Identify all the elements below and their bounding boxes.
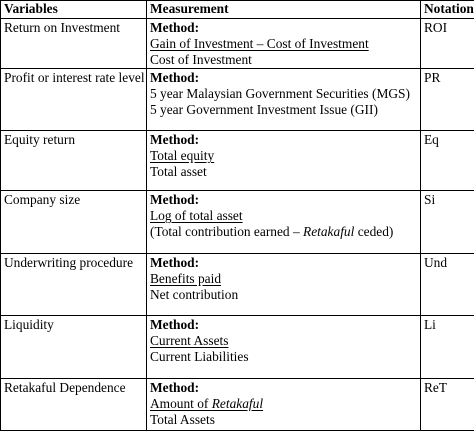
measurement-line: 5 year Malaysian Government Securities (MGS): [150, 86, 420, 102]
notation-cell: ROI: [421, 19, 474, 69]
method-label: Method:: [150, 20, 420, 36]
measurement-denominator: Total asset: [150, 164, 420, 180]
notation-cell: ReT: [421, 379, 474, 431]
method-label: Method:: [150, 317, 420, 333]
table-row: [1, 316, 474, 379]
measurement-cell: [147, 316, 421, 379]
variable-cell: Liquidity: [1, 316, 147, 379]
table-row: [1, 254, 474, 316]
measurement-numerator: Gain of Investment – Cost of Investment: [150, 36, 420, 52]
measurement-numerator: Benefits paid: [150, 271, 221, 286]
measurement-numerator: Current Assets: [150, 333, 228, 348]
table-row: [1, 19, 474, 69]
table-row: [1, 379, 474, 431]
header-measurement: Measurement: [147, 1, 421, 19]
denominator-text-post: ceded): [354, 224, 393, 239]
method-label: Method:: [150, 132, 420, 148]
measurement-denominator: Net contribution: [150, 287, 420, 303]
variable-cell: Profit or interest rate level: [1, 69, 147, 131]
measurement-denominator: Current Liabilities: [150, 349, 420, 365]
measurement-line: 5 year Government Investment Issue (GII): [150, 102, 420, 118]
measurement-denominator: Total Assets: [150, 412, 420, 428]
notation-cell: Li: [421, 316, 474, 379]
denominator-text-italic: Retakaful: [303, 224, 354, 239]
method-label: Method:: [150, 380, 420, 396]
method-label: Method:: [150, 255, 420, 271]
numerator-text-pre: Amount of: [150, 396, 212, 411]
denominator-text-pre: (Total contribution earned –: [150, 224, 303, 239]
measurement-cell: [147, 379, 421, 431]
variable-cell: Retakaful Dependence: [1, 379, 147, 431]
measurement-cell: [147, 131, 421, 191]
header-notation: Notation: [421, 1, 474, 19]
header-variables: Variables: [1, 1, 147, 19]
measurement-numerator: Total equity: [150, 148, 214, 163]
measurement-cell: [147, 191, 421, 254]
method-label: Method:: [150, 70, 420, 86]
method-label: Method:: [150, 192, 420, 208]
variable-cell: Underwriting procedure: [1, 254, 147, 316]
table-row: [1, 191, 474, 254]
measurement-numerator: Log of total asset: [150, 208, 243, 223]
measurement-cell: [147, 19, 421, 69]
variable-cell: Company size: [1, 191, 147, 254]
table-row: [1, 131, 474, 191]
measurement-cell: [147, 254, 421, 316]
header-row: [1, 1, 474, 19]
variable-cell: Equity return: [1, 131, 147, 191]
notation-cell: Und: [421, 254, 474, 316]
measurement-denominator: [150, 224, 420, 240]
measurement-denominator: Cost of Investment: [150, 52, 420, 68]
numerator-text-italic: Retakaful: [212, 396, 263, 411]
measurement-cell: [147, 69, 421, 131]
table-row: [1, 69, 474, 131]
notation-cell: Eq: [421, 131, 474, 191]
variable-cell: Return on Investment: [1, 19, 147, 69]
notation-cell: PR: [421, 69, 474, 131]
notation-cell: Si: [421, 191, 474, 254]
measurement-numerator: [150, 396, 263, 411]
